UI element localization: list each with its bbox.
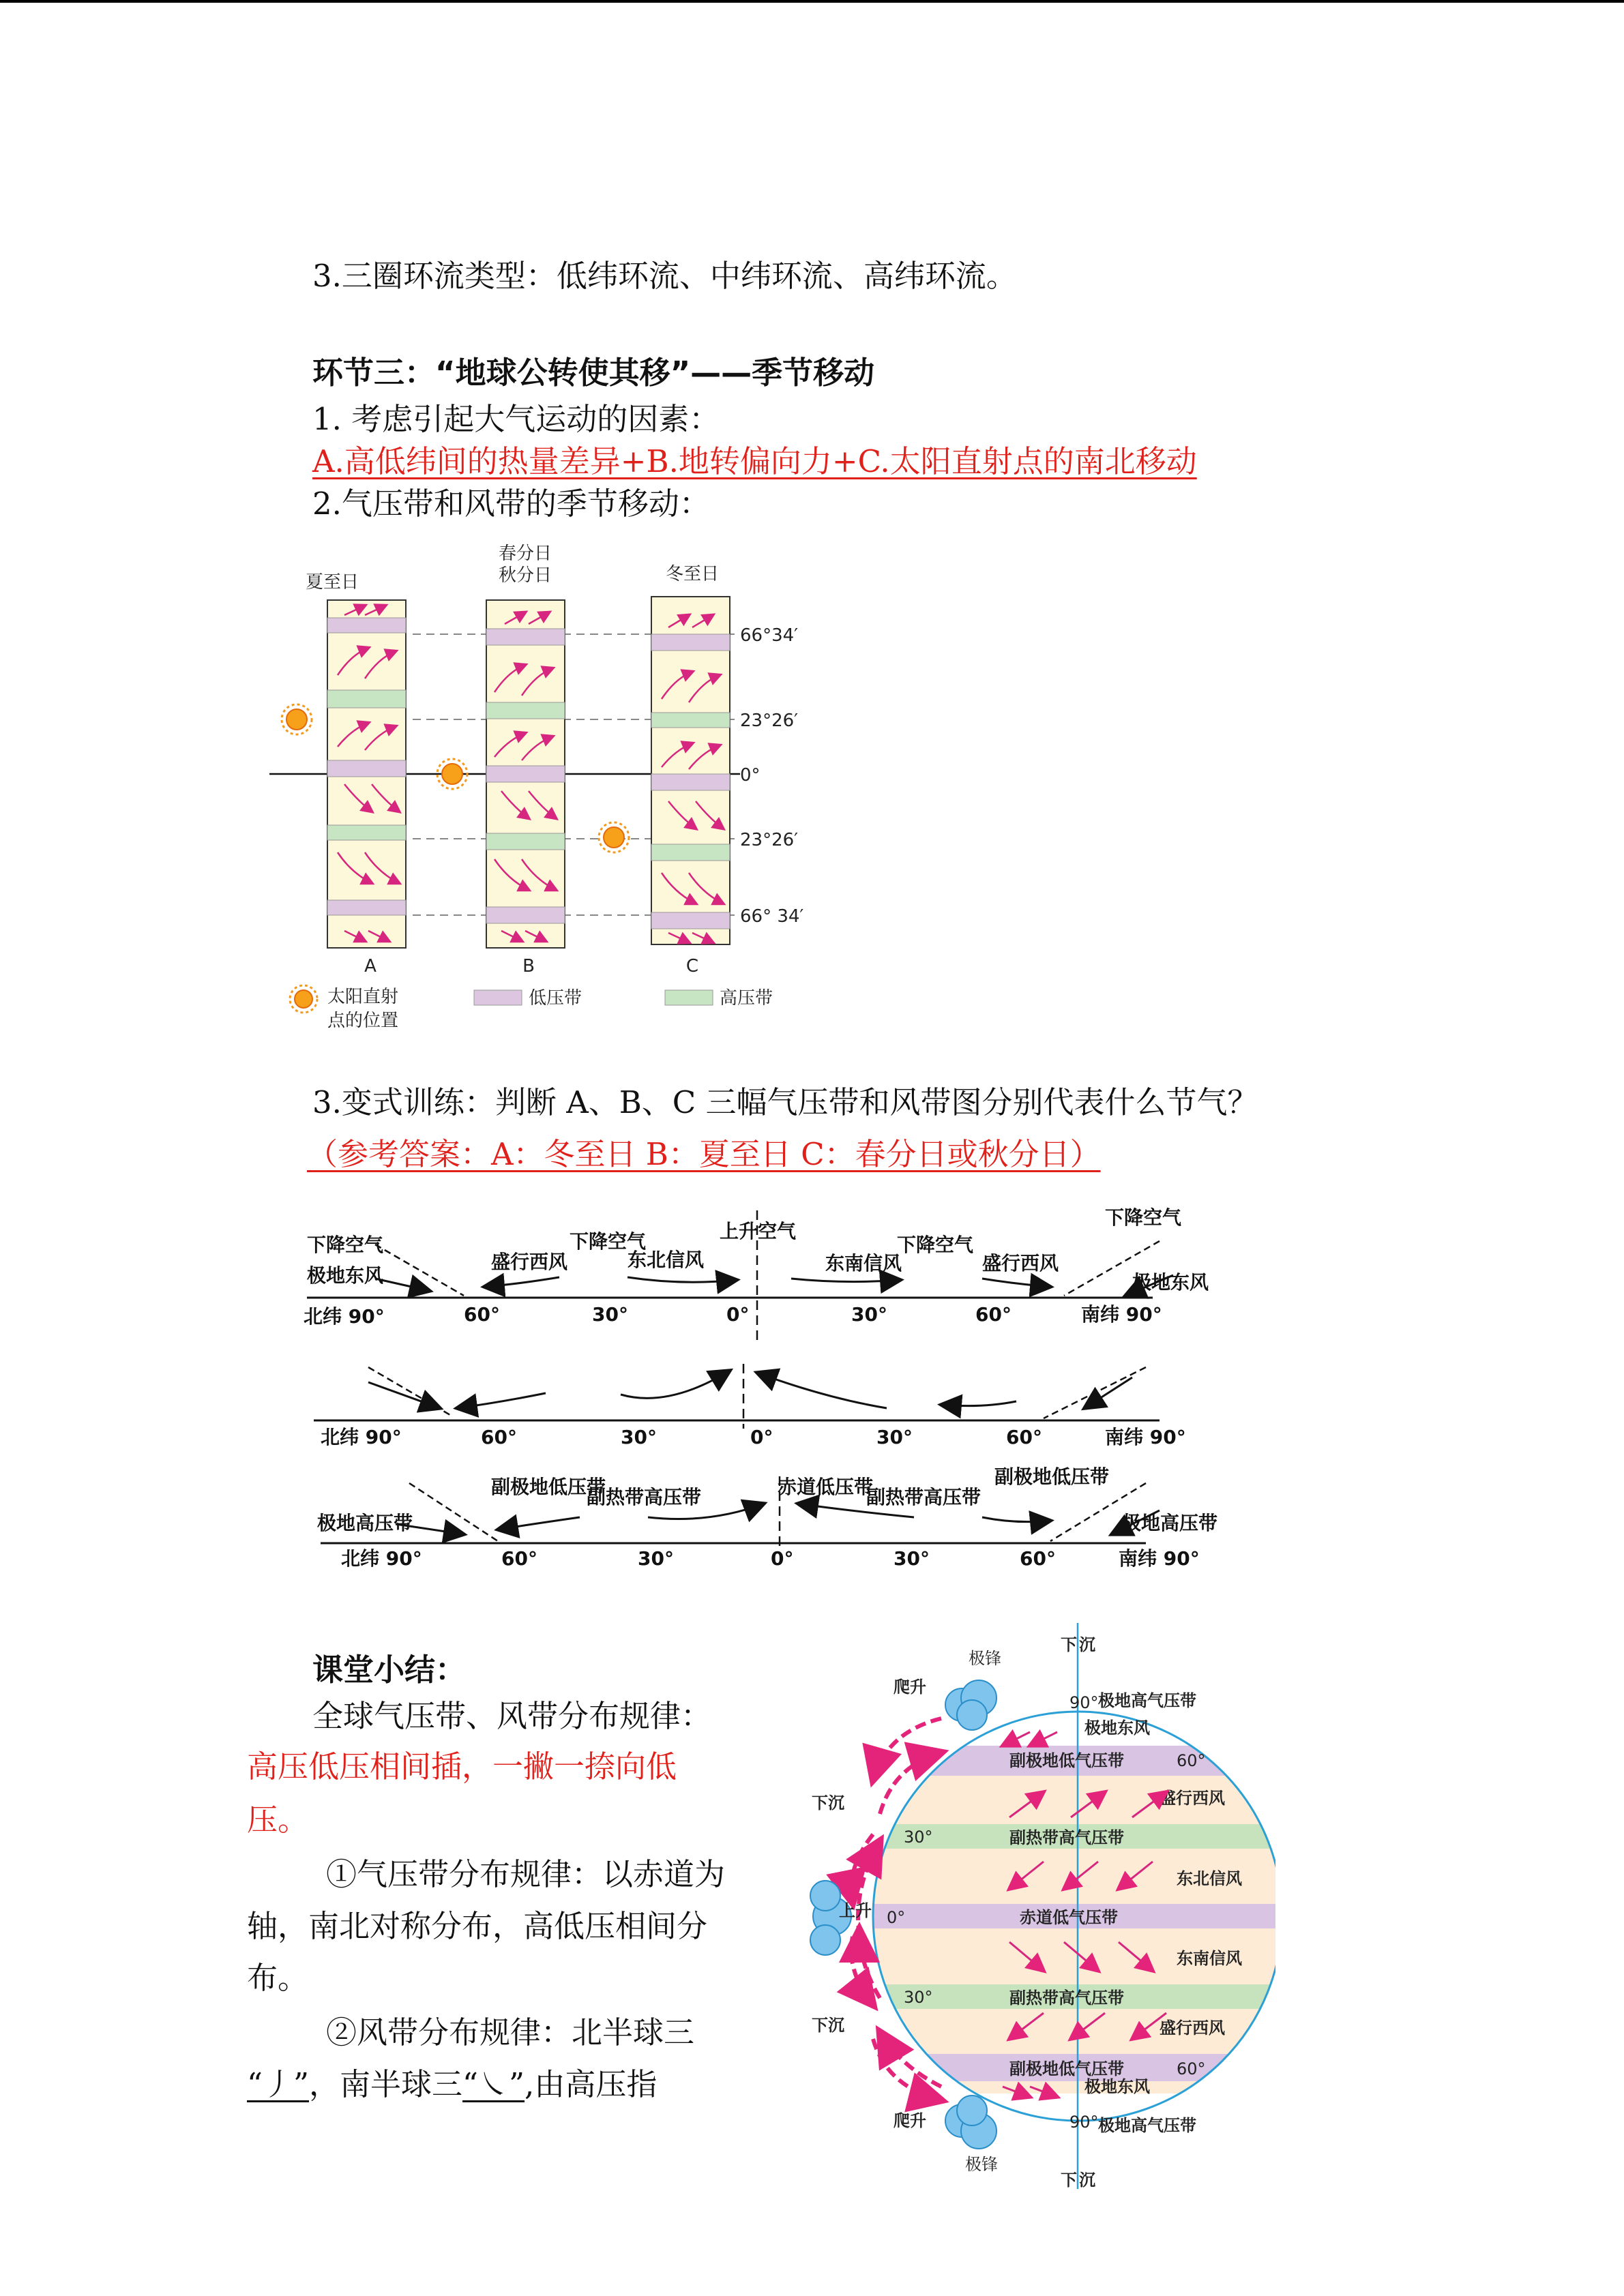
- label-rise-equator: 上升: [839, 1901, 872, 1920]
- rule2-l1: ②风带分布规律：北半球三: [326, 2014, 695, 2051]
- legend-low: 低压带: [529, 988, 582, 1009]
- band-subpolar-low-n: 副极地低气压带: [1009, 1751, 1124, 1770]
- r1-axis-slat: 南纬 90°: [1081, 1303, 1162, 1326]
- rule1-l1: ①气压带分布规律：以赤道为: [326, 1856, 726, 1892]
- rule1-l2: 轴，南北对称分布，高低压相间分: [247, 1908, 708, 1944]
- r1-axis-nlat: 北纬 90°: [304, 1305, 385, 1328]
- label-climb-n: 爬升: [894, 1678, 926, 1697]
- deg-60s: 60°: [1177, 2059, 1206, 2078]
- lat-0: 0°: [740, 765, 761, 786]
- label-polar-front-s: 极锋: [965, 2155, 998, 2174]
- r3-axis-30n: 30°: [638, 1547, 674, 1570]
- r2-axis-slat: 南纬 90°: [1105, 1426, 1186, 1448]
- r3-equatorial-low: 赤道低压带: [778, 1476, 874, 1498]
- r1-descending-4: 下降空气: [1105, 1206, 1182, 1229]
- wind-westerly-n: 盛行西风: [1160, 1789, 1225, 1808]
- legend-sun-l2: 点的位置: [327, 1011, 399, 1031]
- deg-30s: 30°: [904, 1988, 933, 2007]
- wind-polar-easterly-s: 极地东风: [1084, 2077, 1150, 2096]
- label-polar-front-n: 极锋: [969, 1649, 1001, 1668]
- rule2-quote-1: “丿”: [247, 2066, 310, 2102]
- rule1-l3: 布。: [247, 1960, 309, 1996]
- legend-high-swatch: [665, 990, 713, 1005]
- label-sink-2: 沉: [1079, 2171, 1095, 2190]
- band-polar-high-n: 极地高气压带: [1098, 1691, 1196, 1710]
- rule2-mid: ，南半球三: [309, 2066, 463, 2102]
- item-3: 3.变式训练：判断 A、B、C 三幅气压带和风带图分别代表什么节气？: [312, 1084, 1258, 1120]
- legend-sun-l1: 太阳直射: [327, 987, 399, 1007]
- r1-descending-1: 下降空气: [307, 1234, 384, 1256]
- summary-rule-l2: 压。: [247, 1802, 309, 1838]
- r1-axis-30s: 30°: [851, 1303, 887, 1326]
- r1-axis-60n: 60°: [464, 1303, 500, 1326]
- rule2-l2: [247, 2059, 657, 2104]
- wind-westerly-s: 盛行西风: [1160, 2018, 1225, 2038]
- cloud-icon-north: [945, 1680, 996, 1730]
- r1-ne-trade: 东北信风: [628, 1249, 705, 1271]
- r3-axis-60n: 60°: [501, 1547, 537, 1570]
- figure-global-pressure-wind: [784, 1616, 1275, 2196]
- r2-axis-30s: 30°: [876, 1426, 913, 1448]
- sun-icon-a: [282, 704, 312, 734]
- legend-low-swatch: [474, 990, 522, 1005]
- r2-axis-0: 0°: [750, 1426, 773, 1448]
- legend-sun-icon: [290, 985, 317, 1013]
- column-b: [486, 600, 565, 948]
- r1-westerly-n: 盛行西风: [491, 1251, 568, 1273]
- cloud-icon-south: [945, 2096, 996, 2149]
- band-equatorial-low: 赤道低气压带: [1020, 1908, 1118, 1927]
- title-autumn-equinox: 秋分日: [498, 565, 552, 586]
- label-down-2: 下: [1061, 2171, 1077, 2190]
- lat-66n: 66°34′: [740, 625, 799, 646]
- deg-30n: 30°: [904, 1828, 933, 1847]
- summary-title: 课堂小结：: [312, 1652, 467, 1688]
- figure-circulation-variants: [259, 1204, 1235, 1585]
- r2-axis-nlat: 北纬 90°: [321, 1426, 402, 1448]
- label-climb-s: 爬升: [894, 2111, 926, 2130]
- wind-ne-trade: 东北信风: [1177, 1869, 1242, 1888]
- column-c: [651, 597, 730, 944]
- title-winter-solstice: 冬至日: [665, 564, 720, 584]
- r3-subtropical-high-n: 副热带高压带: [587, 1486, 702, 1508]
- r2-axis-60s: 60°: [1006, 1426, 1042, 1448]
- r3-polar-high-n: 极地高压带: [317, 1512, 413, 1534]
- label-sink-1: 沉: [1079, 1635, 1095, 1654]
- lat-23s: 23°26′: [740, 830, 799, 850]
- r3-polar-high-s: 极地高压带: [1122, 1512, 1218, 1534]
- lat-66s: 66° 34′: [740, 906, 804, 927]
- band-subtropical-high-n: 副热带高气压带: [1009, 1828, 1124, 1847]
- deg-90n: 90°: [1069, 1693, 1099, 1712]
- item-1: 1. 考虑引起大气运动的因素：: [312, 401, 720, 437]
- r3-axis-slat: 南纬 90°: [1119, 1547, 1200, 1570]
- r1-se-trade: 东南信风: [825, 1252, 902, 1274]
- r3-axis-0: 0°: [771, 1547, 794, 1570]
- r3-axis-30s: 30°: [894, 1547, 930, 1570]
- r2-axis-60n: 60°: [481, 1426, 517, 1448]
- top-border: [0, 0, 1624, 3]
- wind-se-trade: 东南信风: [1177, 1949, 1242, 1968]
- r1-axis-60s: 60°: [975, 1303, 1012, 1326]
- sun-icon-b: [437, 759, 467, 789]
- figure-seasonal-shift: [269, 539, 829, 1043]
- factors-answer: A.高低纬间的热量差异+B.地转偏向力+C.太阳直射点的南北移动: [312, 443, 1197, 479]
- label-sink-30s: 下沉: [812, 2016, 844, 2035]
- r1-rising: 上升空气: [720, 1220, 797, 1242]
- sun-icon-c: [599, 822, 629, 852]
- r1-westerly-s: 盛行西风: [982, 1252, 1059, 1274]
- deg-90s: 90°: [1069, 2113, 1099, 2132]
- r1-descending-3: 下降空气: [897, 1234, 974, 1256]
- column-a: [327, 600, 406, 948]
- legend-high: 高压带: [720, 988, 773, 1009]
- title-summer-solstice: 夏至日: [305, 572, 359, 593]
- answer: （参考答案：A：冬至日 B：夏至日 C：春分日或秋分日）: [307, 1136, 1101, 1172]
- rule2-end: ,由高压指: [525, 2066, 658, 2102]
- section-title: 环节三：“地球公转使其移”——季节移动: [312, 355, 875, 391]
- r3-subtropical-high-s: 副热带高压带: [866, 1486, 981, 1508]
- letter-a: A: [364, 956, 377, 976]
- r3-subpolar-low-n: 副极地低压带: [491, 1476, 606, 1498]
- r1-axis-0: 0°: [726, 1303, 750, 1326]
- deg-60n: 60°: [1177, 1751, 1206, 1770]
- r1-descending-2: 下降空气: [570, 1230, 647, 1253]
- line-circulation-types: 3.三圈环流类型：低纬环流、中纬环流、高纬环流。: [312, 258, 1017, 294]
- r2-axis-30n: 30°: [621, 1426, 657, 1448]
- deg-0: 0°: [887, 1908, 906, 1927]
- summary-rule-l1: 高压低压相间插，一撇一捺向低: [247, 1748, 677, 1785]
- r3-axis-nlat: 北纬 90°: [341, 1547, 422, 1570]
- band-subpolar-low-s: 副极地低气压带: [1009, 2059, 1124, 2078]
- lat-23n: 23°26′: [740, 711, 799, 731]
- r3-subpolar-low-s: 副极地低压带: [994, 1465, 1110, 1488]
- band-subtropical-high-s: 副热带高气压带: [1009, 1988, 1124, 2008]
- letter-c: C: [685, 956, 699, 976]
- r1-polar-easterly-n: 极地东风: [307, 1264, 384, 1287]
- label-down-1: 下: [1061, 1635, 1077, 1654]
- label-sink-30n: 下沉: [812, 1793, 844, 1813]
- r1-axis-30n: 30°: [592, 1303, 628, 1326]
- item-2: 2.气压带和风带的季节移动：: [312, 486, 710, 522]
- letter-b: B: [522, 956, 535, 976]
- r1-polar-easterly-s: 极地东风: [1132, 1271, 1209, 1294]
- r3-axis-60s: 60°: [1020, 1547, 1056, 1570]
- summary-intro: 全球气压带、风带分布规律：: [312, 1698, 712, 1734]
- title-spring-equinox: 春分日: [498, 543, 552, 564]
- wind-polar-easterly-n: 极地东风: [1084, 1718, 1150, 1738]
- rule2-quote-2: “㇏”: [462, 2066, 525, 2102]
- band-polar-high-s: 极地高气压带: [1098, 2116, 1196, 2135]
